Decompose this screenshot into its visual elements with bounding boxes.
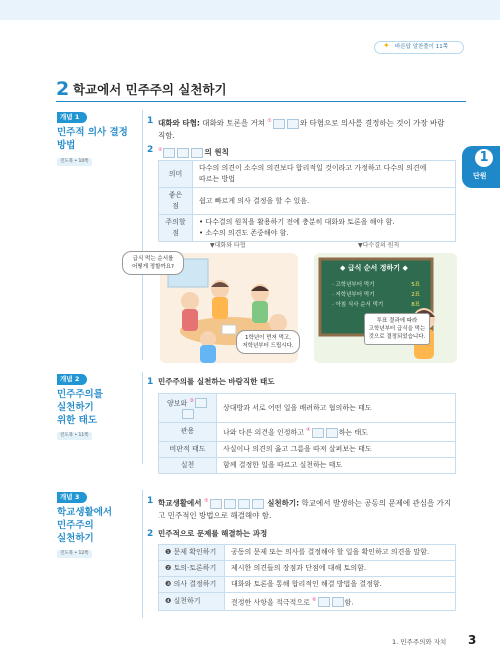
student-body (182, 309, 198, 331)
cell-text: 나와 다른 의견을 인정하고 (223, 428, 307, 437)
head-text: 양보와 (167, 399, 190, 408)
concept1-divider (142, 110, 143, 360)
row-head: 주의할 점 (159, 215, 193, 242)
student-body (212, 297, 228, 319)
text: 학교에서 발생하는 공동의 문제에 관심을 가지 (299, 498, 452, 508)
concept2-title-line3: 위한 태도 (57, 415, 98, 426)
section-rule (56, 101, 466, 102)
board-row-votes: 8표 (411, 302, 420, 308)
concept1-ref-tag: 진도북 • 10쪽 (57, 158, 92, 166)
row-cell: 사실이나 의견의 옳고 그름을 따져 살펴보는 태도 (217, 441, 456, 457)
board-row-label: · 저학년부터 먹기 (332, 292, 375, 298)
answer-page: 11쪽 (435, 44, 449, 50)
student-head (181, 292, 199, 310)
term: 대화와 타협: (158, 118, 200, 128)
answer-blank[interactable] (191, 148, 203, 158)
text: 고 민주적인 방법으로 해결해야 함. (158, 510, 272, 520)
concept3-item2: 민주적으로 문제를 해결하는 과정 (158, 529, 268, 538)
blank-number: ⑥ (312, 597, 317, 603)
result-bubble (364, 313, 430, 345)
answer-blank[interactable] (177, 148, 189, 158)
bubble-line: 고학년부터 급식을 먹는 (368, 326, 426, 332)
blank-number: ⑤ (204, 498, 209, 504)
concept2-badge: 개념 2 (57, 374, 87, 385)
top-band (0, 0, 500, 20)
concept1-item2 (158, 144, 229, 159)
concept2-title-line2: 실천하기 (57, 402, 94, 413)
row-cell: 쉽고 빠르게 의사 결정을 할 수 있음. (193, 188, 456, 215)
bubble-line: 급식 먹는 순서를 (132, 256, 174, 262)
answer-reference-pill (374, 41, 464, 54)
student-head (200, 331, 216, 347)
answer-bubble (236, 330, 300, 354)
step-label: ❷ 토의·토론하기 (159, 561, 225, 577)
star-icon: ✦ (383, 41, 390, 50)
table-row (159, 394, 456, 423)
step-desc: 공동의 문제 또는 의사를 결정해야 할 일을 확인하고 의견을 말함. (225, 545, 456, 561)
row-head: 실천 (159, 457, 217, 473)
section-number: 2 (56, 78, 70, 100)
problem-solving-table (158, 544, 456, 611)
table-row (159, 441, 456, 457)
step-label: ❹ 실천하기 (159, 593, 225, 611)
cell-text: 하는 태도 (338, 428, 369, 437)
step-label: ❸ 의사 결정하기 (159, 577, 225, 593)
cell-line: • 다수결의 원칙을 활용하기 전에 충분히 대화와 토론을 해야 함. (199, 218, 395, 226)
answer-blank[interactable] (163, 148, 175, 158)
answer-blank[interactable] (287, 119, 299, 129)
item-number: 1 (147, 496, 154, 506)
majority-rule-table (158, 160, 456, 242)
concept2-title-line1: 민주주의를 (57, 389, 103, 400)
bubble-line: 저학년부터 드립시다. (242, 343, 294, 349)
step-desc: 제시한 의견들의 장점과 단점에 대해 토의함. (225, 561, 456, 577)
row-head: 의미 (159, 161, 193, 188)
answer-blank[interactable] (273, 119, 285, 129)
row-head (159, 394, 217, 423)
text: 직함. (158, 130, 175, 140)
board-row-votes: 2표 (411, 292, 420, 298)
table-row (159, 593, 456, 611)
row-cell: 함께 결정한 일을 따르고 실천하는 태도 (217, 457, 456, 473)
caption-majority: ▼다수결의 원칙 (358, 242, 400, 249)
row-cell: 상대방과 서로 어떤 일을 배려하고 협의하는 태도 (217, 394, 456, 423)
cell-line: 다수의 의견이 소수의 의견보다 합리적일 것이라고 가정하고 다수의 의견에 (199, 164, 427, 172)
concept3-title-line2: 민주주의 (57, 520, 94, 531)
concept3-ref-tag: 진도북 • 12쪽 (57, 550, 92, 558)
concept1-title-line1: 민주적 의사 결정 (57, 127, 128, 138)
term: 학교생활에서 (158, 498, 205, 508)
board-row (332, 280, 420, 290)
caption-dialogue: ▼대화와 타협 (210, 242, 246, 249)
unit-label: 단원 (473, 172, 487, 180)
item-number: 2 (147, 529, 154, 539)
step-desc (225, 593, 456, 611)
board-tally (332, 280, 420, 310)
step-label: ❶ 문제 확인하기 (159, 545, 225, 561)
concept1-item1 (158, 115, 468, 142)
row-head: 관용 (159, 423, 217, 441)
table-row (159, 457, 456, 473)
section-title: 학교에서 민주주의 실천하기 (73, 82, 227, 97)
table-row (159, 577, 456, 593)
bubble-line: 것으로 결정되었습니다. (368, 334, 426, 340)
row-head: 비판적 태도 (159, 441, 217, 457)
concept3-title-line3: 실천하기 (57, 533, 94, 544)
answer-blank[interactable] (238, 499, 250, 509)
concept3-item1 (158, 495, 468, 522)
table-row (159, 215, 456, 242)
text: 대화와 토론을 거쳐 (199, 118, 268, 128)
answer-label: 바른답 알찬풀이 (395, 44, 434, 50)
unit-tab (462, 146, 500, 188)
blank-number: ③ (189, 398, 194, 404)
step-desc: 대화와 토론을 통해 합리적인 해결 방법을 결정함. (225, 577, 456, 593)
paper (222, 325, 236, 334)
cell-text: 함. (344, 598, 354, 607)
text: 와 타협으로 의사를 결정하는 것이 가장 바람 (299, 118, 445, 128)
answer-blank[interactable] (224, 499, 236, 509)
bubble-line: 어떻게 정할까요? (132, 264, 174, 270)
board-row-label: · 고학년부터 먹기 (332, 282, 375, 288)
concept1-title-line2: 방법 (57, 140, 76, 151)
board-row (332, 290, 420, 300)
concept3-title-line1: 학교생활에서 (57, 507, 113, 518)
text: 의 원칙 (204, 147, 229, 157)
answer-blank[interactable] (252, 499, 264, 509)
unit-number: 1 (475, 149, 493, 167)
answer-blank[interactable] (332, 597, 344, 607)
board-row-votes: 5표 (411, 282, 420, 288)
blank-number: ④ (306, 427, 311, 434)
concept3-divider (142, 490, 143, 618)
table-row (159, 423, 456, 441)
table-row (159, 188, 456, 215)
concept3-badge: 개념 3 (57, 492, 87, 503)
board-row (332, 300, 420, 310)
footer-chapter: 1. 민주주의와 자치 (392, 638, 447, 646)
question-bubble (122, 251, 184, 275)
concept2-heading: 민주주의를 실천하는 바람직한 태도 (158, 377, 275, 386)
answer-blank[interactable] (312, 428, 324, 438)
board-row-label: · 아침 식사 순서 먹기 (332, 302, 384, 308)
board-title: ◆ 급식 순서 정하기 ◆ (340, 264, 408, 272)
row-head: 좋은 점 (159, 188, 193, 215)
table-row (159, 545, 456, 561)
table-row (159, 561, 456, 577)
answer-blank[interactable] (210, 499, 222, 509)
term: 실천하기: (264, 498, 300, 508)
concept2-ref-tag: 진도북 • 11쪽 (57, 432, 92, 440)
answer-blank[interactable] (318, 597, 330, 607)
page-number: 3 (468, 633, 477, 647)
blank-number: ② (158, 147, 163, 153)
item-number: 1 (147, 377, 154, 387)
answer-blank[interactable] (195, 398, 207, 408)
cell-text: 결정한 사항을 적극적으로 (231, 598, 313, 607)
blank-number: ① (267, 118, 272, 124)
item-number: 1 (147, 116, 154, 126)
cell-line: 따르는 방법 (199, 175, 236, 183)
student-body (200, 345, 216, 363)
democratic-attitudes-table (158, 393, 456, 474)
cell-line: • 소수의 의견도 존중해야 함. (199, 229, 289, 237)
row-cell (193, 215, 456, 242)
student-body (252, 301, 268, 323)
row-cell (217, 423, 456, 441)
row-cell (193, 161, 456, 188)
bubble-line: 투표 결과에 따라 (376, 318, 418, 324)
concept1-badge: 개념 1 (57, 112, 87, 123)
answer-blank[interactable] (182, 409, 194, 419)
item-number: 2 (147, 145, 154, 155)
board-title-text: 급식 순서 정하기 (347, 264, 401, 272)
answer-blank[interactable] (326, 428, 338, 438)
bubble-line: 1학년이 먼저 먹고, (245, 335, 291, 341)
concept2-divider (142, 372, 143, 464)
table-row (159, 161, 456, 188)
